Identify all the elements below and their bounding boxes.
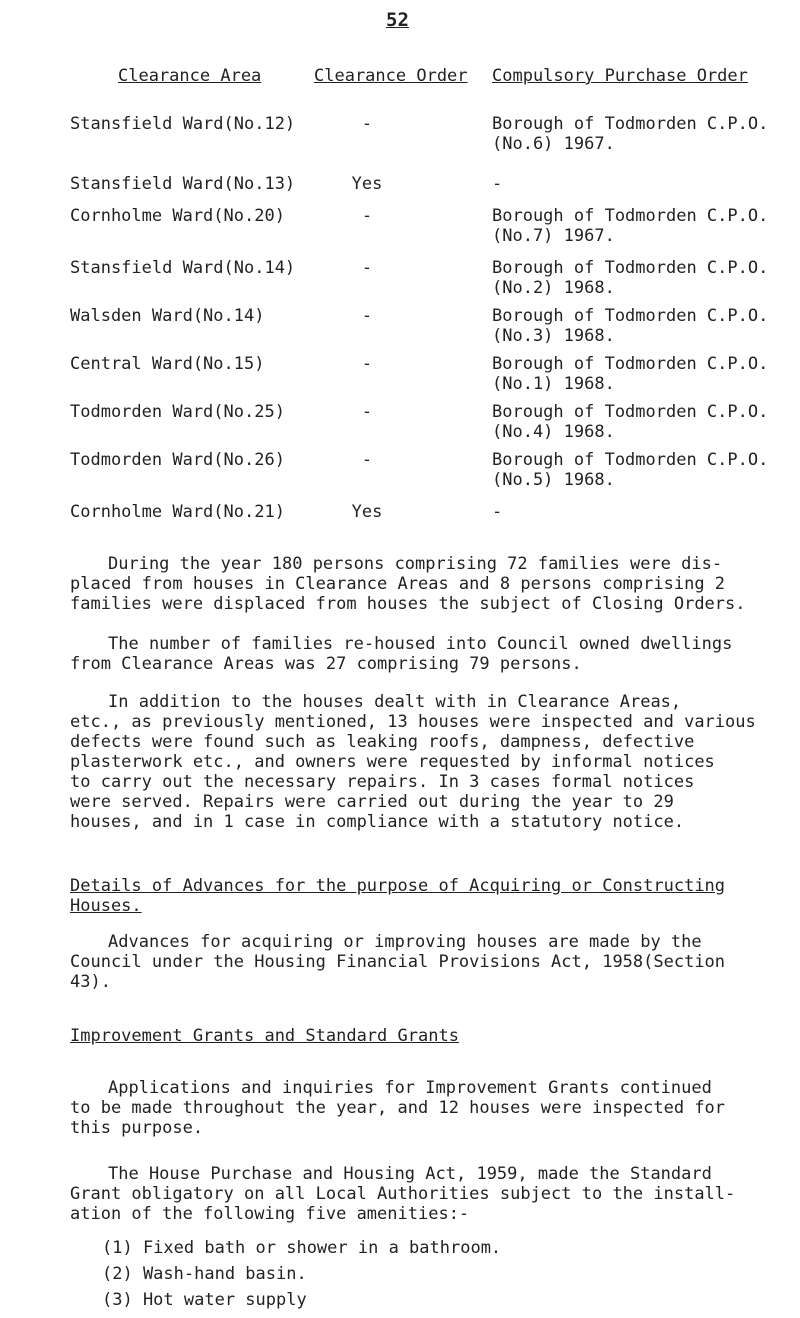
area-cell: Cornholme Ward(No.21) xyxy=(70,502,285,522)
section-title-advances: Details of Advances for the purpose of Acquiring or Constructing Houses. xyxy=(70,876,726,916)
cpo-cell: Borough of Todmorden C.P.O. (No.4) 1968. xyxy=(492,402,769,442)
area-cell: Stansfield Ward(No.13) xyxy=(70,174,296,194)
order-cell: - xyxy=(361,306,373,326)
header-clearance-order: Clearance Order xyxy=(314,66,468,86)
area-cell: Walsden Ward(No.14) xyxy=(70,306,265,326)
list-item: (2) Wash-hand basin. xyxy=(102,1264,307,1284)
area-cell: Todmorden Ward(No.26) xyxy=(70,450,285,470)
order-cell: - xyxy=(361,114,373,134)
area-cell: Stansfield Ward(No.12) xyxy=(70,114,296,134)
page-number: 52 xyxy=(386,9,409,31)
cpo-cell: Borough of Todmorden C.P.O. (No.1) 1968. xyxy=(492,354,769,394)
paragraph-standard-grant: The House Purchase and Housing Act, 1959, made the Standard Grant obligatory on all Local Authorities subject to the install- ation of the following five amenities:- xyxy=(70,1164,736,1224)
cpo-cell: - xyxy=(492,502,503,522)
order-cell: - xyxy=(361,206,373,226)
cpo-cell: Borough of Todmorden C.P.O. (No.3) 1968. xyxy=(492,306,769,346)
order-cell: - xyxy=(361,258,373,278)
list-item: (1) Fixed bath or shower in a bathroom. xyxy=(102,1238,502,1258)
area-cell: Todmorden Ward(No.25) xyxy=(70,402,285,422)
paragraph-displaced-persons: During the year 180 persons comprising 72 families were dis- placed from houses in Clearance Areas and 8 persons comprising 2 families were displaced from houses the subject of Closing Orders. xyxy=(70,554,746,614)
list-item: (3) Hot water supply xyxy=(102,1290,307,1310)
paragraph-repairs: In addition to the houses dealt with in Clearance Areas, etc., as previously mentioned, 13 houses were inspected and various defects were found such as leaking roofs, dampness, defective plasterwork etc., and owners were requested by informal notices to carry out the necessary repairs. In 3 cases formal notices were served. Repairs were carried out during the year to 29 houses, and in 1 case in compliance with a statutory notice. xyxy=(70,692,756,832)
area-cell: Central Ward(No.15) xyxy=(70,354,265,374)
paragraph-advances: Advances for acquiring or improving houses are made by the Council under the Housing Financial Provisions Act, 1958(Section 43). xyxy=(70,932,726,992)
paragraph-rehoused-families: The number of families re-housed into Council owned dwellings from Clearance Areas was 27 comprising 79 persons. xyxy=(70,634,733,674)
order-cell: - xyxy=(361,402,373,422)
cpo-cell: Borough of Todmorden C.P.O. (No.6) 1967. xyxy=(492,114,769,154)
cpo-cell: Borough of Todmorden C.P.O. (No.5) 1968. xyxy=(492,450,769,490)
area-cell: Cornholme Ward(No.20) xyxy=(70,206,285,226)
header-clearance-area: Clearance Area xyxy=(118,66,262,86)
order-cell: Yes xyxy=(351,174,383,194)
area-cell: Stansfield Ward(No.14) xyxy=(70,258,296,278)
header-compulsory-purchase-order: Compulsory Purchase Order xyxy=(492,66,748,86)
order-cell: - xyxy=(361,354,373,374)
order-cell: Yes xyxy=(351,502,383,522)
cpo-cell: - xyxy=(492,174,503,194)
cpo-cell: Borough of Todmorden C.P.O. (No.7) 1967. xyxy=(492,206,769,246)
order-cell: - xyxy=(361,450,373,470)
paragraph-improvement-grants: Applications and inquiries for Improvement Grants continued to be made throughout the year, and 12 houses were inspected for this purpose. xyxy=(70,1078,726,1138)
section-title-grants: Improvement Grants and Standard Grants xyxy=(70,1026,459,1046)
cpo-cell: Borough of Todmorden C.P.O. (No.2) 1968. xyxy=(492,258,769,298)
